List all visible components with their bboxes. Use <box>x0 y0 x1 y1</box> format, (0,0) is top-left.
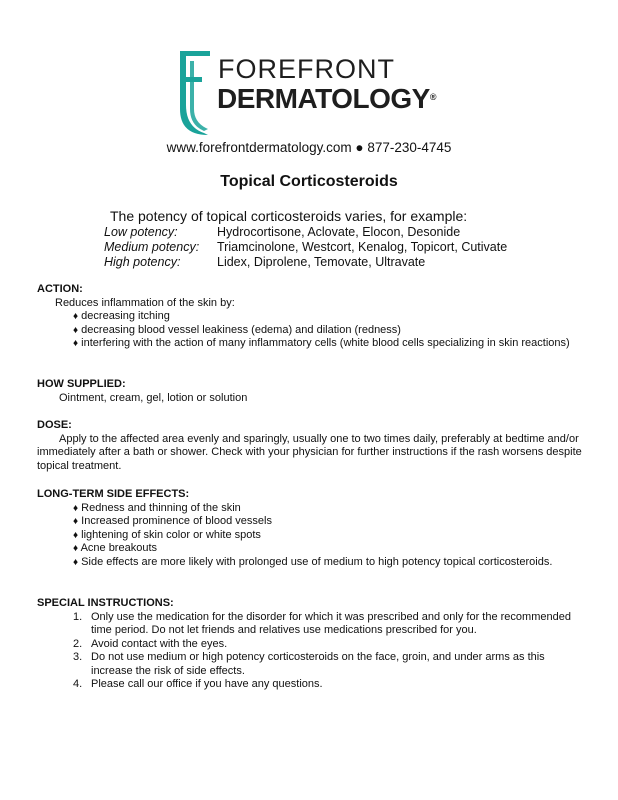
section-heading: LONG-TERM SIDE EFFECTS: <box>37 488 190 500</box>
potency-intro: The potency of topical corticosteroids varies, for example: <box>110 208 468 224</box>
section-heading: ACTION: <box>37 283 83 295</box>
potency-label: High potency: <box>104 255 181 269</box>
list-item: 2. Avoid contact with the eyes. <box>73 637 228 650</box>
list-item: 1. Only use the medication for the disorder for which it was prescribed and only for the recommended time period. Do not let friends and relatives use medications prescribed for you. <box>73 610 571 636</box>
logo-text-forefront: FOREFRONT <box>218 54 395 84</box>
section-how-supplied <box>37 378 582 405</box>
side-effects-list <box>37 502 582 570</box>
diamond-bullet-icon: ♦ <box>73 502 79 514</box>
forefront-f-mark-icon <box>174 47 214 139</box>
list-item: 4. Please call our office if you have any questions. <box>73 678 323 690</box>
potency-row-low <box>104 225 460 239</box>
diamond-bullet-icon: ♦ <box>73 556 79 568</box>
diamond-bullet-icon: ♦ <box>73 311 79 322</box>
action-text: Reduces inflammation of the skin by: <box>55 296 235 309</box>
list-item: ♦ lightening of skin color or white spots <box>73 528 261 541</box>
list-item: ♦ decreasing blood vessel leakiness (edema) and dilation (redness) <box>73 323 401 336</box>
potency-value: Hydrocortisone, Aclovate, Elocon, Desonide <box>217 225 461 239</box>
diamond-bullet-icon: ♦ <box>73 529 79 541</box>
logo-text-dermatology: DERMATOLOGY® <box>217 83 436 114</box>
potency-value: Lidex, Diprolene, Temovate, Ultravate <box>217 255 426 269</box>
potency-label: Medium potency: <box>104 240 200 254</box>
section-dose <box>37 419 582 473</box>
diamond-bullet-icon: ♦ <box>73 338 79 349</box>
potency-row-high <box>104 255 425 269</box>
section-heading: DOSE: <box>37 419 72 431</box>
contact-line: www.forefrontdermatology.com ● 877-230-4745 <box>166 140 452 155</box>
forefront-logo <box>174 47 464 139</box>
action-list <box>37 310 582 351</box>
diamond-bullet-icon: ♦ <box>73 324 79 336</box>
section-action <box>37 283 582 351</box>
section-side-effects <box>37 488 582 569</box>
list-item: ♦ interfering with the action of many inflammatory cells (white blood cells specializing in skin reactions) <box>73 337 570 349</box>
registered-mark: ® <box>429 92 436 102</box>
section-heading: HOW SUPPLIED: <box>37 378 126 390</box>
diamond-bullet-icon: ♦ <box>73 516 79 527</box>
section-special-instructions <box>37 597 582 692</box>
dose-text: Apply to the affected area evenly and sparingly, usually one to two times daily, preferably at bedtime and/or immediately after a bath or shower. Check with your physician for further instructions if the rash worsens despite topical treatment. <box>37 432 582 472</box>
list-item: ♦ Acne breakouts <box>73 542 157 554</box>
potency-value: Triamcinolone, Westcort, Kenalog, Topicort, Cutivate <box>217 240 508 254</box>
section-heading: SPECIAL INSTRUCTIONS: <box>37 597 174 609</box>
list-item: ♦ Increased prominence of blood vessels <box>73 515 272 527</box>
potency-label: Low potency: <box>104 225 178 239</box>
list-item: ♦ Side effects are more likely with prolonged use of medium to high potency topical corticosteroids. <box>73 555 553 568</box>
page-title: Topical Corticosteroids <box>220 173 398 190</box>
list-item: ♦ decreasing itching <box>73 310 170 322</box>
supplied-text: Ointment, cream, gel, lotion or solution <box>59 391 248 404</box>
diamond-bullet-icon: ♦ <box>73 543 79 554</box>
list-item: ♦ Redness and thinning of the skin <box>73 501 241 514</box>
instructions-list <box>37 611 582 692</box>
potency-row-medium <box>104 240 507 254</box>
list-item: 3. Do not use medium or high potency corticosteroids on the face, groin, and under arms as this increase the risk of side effects. <box>73 651 545 677</box>
